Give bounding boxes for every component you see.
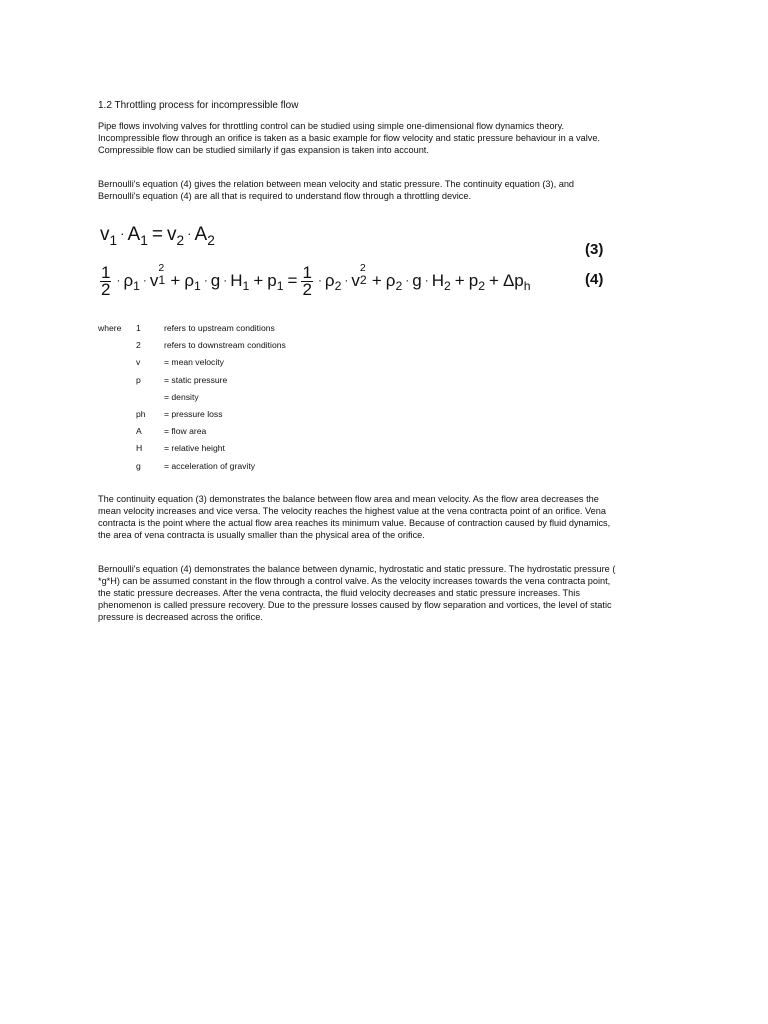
- eq-sub: h: [523, 279, 531, 294]
- eq-dot: ·: [142, 273, 147, 287]
- equation-number-3: (3): [585, 241, 604, 258]
- eq-var: ρ: [123, 270, 134, 290]
- eq-sub: 1: [242, 279, 250, 294]
- text-line: the static pressure decreases. After the vena contracta, the fluid velocity decreases and static pressure increases. This: [98, 588, 580, 598]
- eq-plus: +: [253, 270, 264, 290]
- eq-plus: +: [489, 270, 499, 290]
- section-heading: 1.2 Throttling process for incompressible flow: [98, 100, 299, 111]
- bernoulli-intro-paragraph: [98, 178, 668, 202]
- symbol-meaning: = flow area: [164, 426, 207, 437]
- eq-sub: 1: [158, 273, 166, 288]
- eq-dot: ·: [116, 273, 121, 287]
- symbol-meaning: refers to upstream conditions: [164, 323, 275, 333]
- eq-dot: ·: [344, 273, 349, 287]
- fraction-half: [301, 262, 312, 299]
- eq-equals: =: [151, 223, 163, 245]
- eq-sub: 2: [359, 273, 367, 288]
- text-line: phenomenon is called pressure recovery. Due to the pressure losses caused by flow separation and vortices, the level of static: [98, 600, 612, 610]
- eq-sub: 1: [194, 279, 201, 294]
- text-line: the area of vena contracta is usually smaller than the physical area of the orifice.: [98, 530, 425, 540]
- continuity-discussion-paragraph: [98, 493, 668, 541]
- text-line: pressure is decreased across the orifice.: [98, 612, 263, 622]
- eq-sub: 1: [276, 279, 284, 294]
- eq-delta-p: Δp: [502, 270, 524, 290]
- frac-den: 2: [302, 279, 312, 299]
- eq-sub: 2: [478, 279, 485, 294]
- symbol-meaning: = static pressure: [164, 374, 228, 385]
- symbol-meaning: = mean velocity: [164, 357, 224, 368]
- eq-var: ρ: [184, 270, 194, 290]
- frac-num: 1: [302, 262, 312, 282]
- fraction-half: [100, 262, 111, 299]
- eq-dot: ·: [424, 273, 429, 287]
- eq-sub: 2: [443, 279, 451, 294]
- eq-dot: ·: [203, 273, 208, 287]
- eq-var: v: [166, 223, 177, 245]
- symbol: v: [136, 357, 141, 368]
- text-line: Bernoulli's equation (4) are all that is required to understand flow through a throttling device.: [98, 191, 472, 201]
- bernoulli-equation: [100, 262, 531, 298]
- text-line: Compressible flow can be studied similarly if gas expansion is taken into account.: [98, 145, 429, 155]
- eq-plus: +: [371, 270, 382, 290]
- eq-equals: =: [287, 270, 298, 290]
- text-line: The continuity equation (3) demonstrates the balance between flow area and mean velocity. As the flow area decreases the: [98, 494, 599, 504]
- frac-num: 1: [101, 262, 111, 282]
- symbol: ph: [136, 408, 146, 419]
- eq-var: ρ: [324, 270, 335, 290]
- eq-dot: ·: [317, 273, 322, 287]
- eq-var: A: [127, 223, 141, 245]
- eq-var: g: [412, 270, 422, 290]
- intro-paragraph: [98, 120, 668, 156]
- eq-sub: 1: [133, 279, 140, 294]
- symbol: A: [136, 426, 142, 437]
- eq-var: ρ: [385, 270, 396, 290]
- symbol-meaning: = relative height: [164, 443, 225, 454]
- equation-number-4: (4): [585, 271, 604, 288]
- eq-var: H: [431, 270, 444, 290]
- symbol: p: [136, 374, 141, 385]
- eq-var: g: [210, 270, 221, 290]
- eq-supsub: [359, 261, 368, 288]
- symbol-meaning: refers to downstream conditions: [164, 340, 286, 351]
- eq-plus: +: [454, 270, 465, 290]
- frac-den: 2: [101, 279, 111, 299]
- eq-sub: 2: [334, 279, 342, 294]
- eq-sup: 2: [359, 261, 366, 274]
- bernoulli-discussion-paragraph: [98, 563, 668, 623]
- continuity-equation: [100, 222, 215, 247]
- symbol: 1: [136, 323, 141, 333]
- eq-sub: 1: [140, 232, 148, 248]
- text-line: contracta is the point where the actual flow area reaches its minimum value. Because of contraction caused by fluid dynamics,: [98, 518, 611, 528]
- text-line: mean velocity increases and vice versa. The velocity reaches the highest value at the vena contracta point of an orifice. Vena: [98, 506, 606, 516]
- eq-dot: ·: [405, 273, 410, 287]
- eq-dot: ·: [187, 226, 192, 241]
- text-line: Pipe flows involving valves for throttling control can be studied using simple one-dimensional flow dynamics theory.: [98, 121, 565, 131]
- eq-dot: ·: [120, 226, 125, 241]
- eq-supsub: [158, 261, 166, 288]
- eq-dot: ·: [223, 273, 228, 287]
- eq-sub: 2: [176, 232, 185, 248]
- eq-var: H: [230, 270, 243, 290]
- text-line: Bernoulli's equation (4) gives the relation between mean velocity and static pressure. The continuity equation (3), and: [98, 179, 575, 189]
- eq-var: v: [351, 270, 360, 290]
- symbol: H: [136, 443, 143, 454]
- symbol: g: [136, 460, 141, 471]
- symbol: 2: [136, 340, 141, 351]
- eq-sup: 2: [158, 261, 165, 274]
- eq-var: v: [149, 270, 159, 290]
- eq-sub: 2: [207, 232, 215, 248]
- text-line: Incompressible flow through an orifice is taken as a basic example for flow velocity and static pressure behaviour in a valve.: [98, 133, 600, 143]
- eq-var: A: [194, 223, 208, 245]
- eq-var: p: [267, 270, 277, 290]
- symbol-meaning: = pressure loss: [164, 408, 223, 419]
- eq-plus: +: [170, 270, 181, 290]
- eq-var: v: [100, 223, 110, 245]
- symbol-where: where: [98, 323, 122, 333]
- text-line: *g*H) can be assumed constant in the flow through a control valve. As the velocity increases towards the vena contracta point,: [98, 576, 611, 586]
- symbol-meaning: = density: [164, 391, 199, 402]
- eq-var: p: [468, 270, 479, 290]
- text-line: Bernoulli's equation (4) demonstrates the balance between dynamic, hydrostatic and static pressure. The hydrostatic pressure (: [98, 564, 616, 574]
- symbol-meaning: = acceleration of gravity: [164, 460, 255, 471]
- eq-sub: 1: [109, 232, 118, 248]
- eq-sub: 2: [395, 279, 403, 294]
